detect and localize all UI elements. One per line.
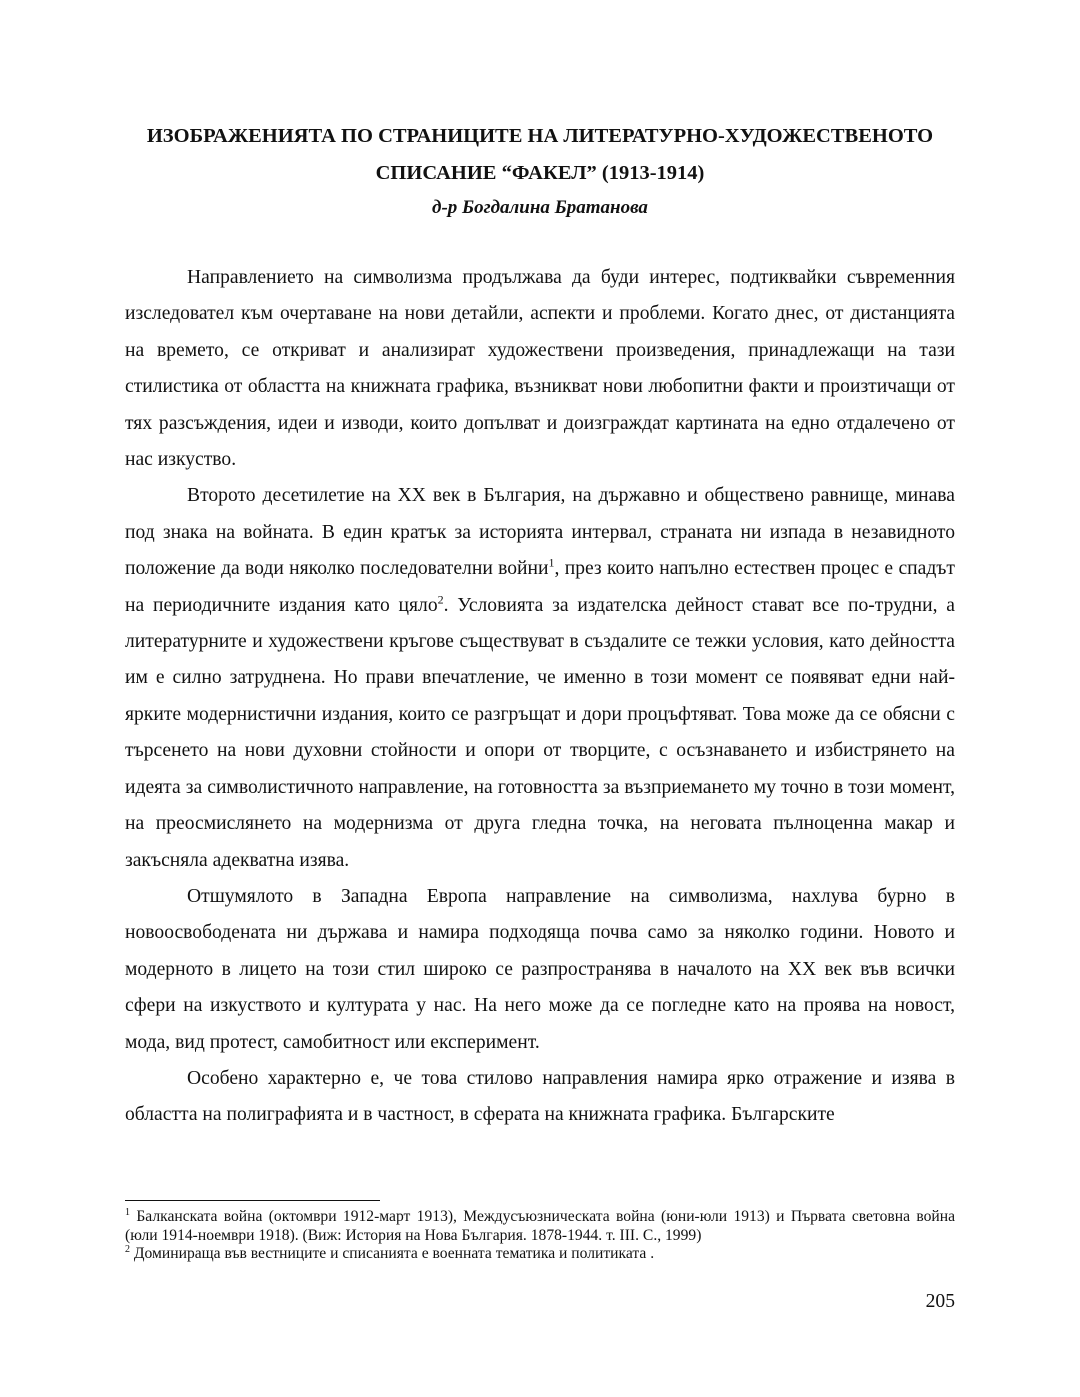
footnote-text-1: Балканската война (октомври 1912-март 1913), Междусъюзническата война (юни-юли 1913) и Първата световна война (юли 1914-ноември 1918). (Виж: История на Нова България. 1878-1944. т. III. С., 1999) [125, 1208, 955, 1244]
footnote-1 [125, 1208, 955, 1245]
footnote-divider [125, 1200, 380, 1201]
footnote-text-2: Доминираща във вестниците и списанията е военната тематика и политиката . [130, 1245, 655, 1262]
paragraph-3: Отшумялото в Западна Европа направление на символизма, нахлува бурно в новоосвободената ни държава и намира подходяща почва само за няколко години. Новото и модерното в лицето на този стил широко се разпространява в началото на ХХ век във всички сфери на изкуството и културата у нас. На него може да се погледне като на проява на новост, мода, вид протест, самобитност или експеримент. [125, 885, 955, 1053]
footnote-ref-1[interactable]: 1 [548, 555, 555, 570]
page-content [125, 118, 955, 1134]
paragraph-4: Особено характерно е, че това стилово направления намира ярко отражение и изява в областта на полиграфията и в частност, в сферата на книжната графика. Българските [125, 1067, 955, 1126]
paragraph-2-text-c: . Условията за издателска дейност стават все по-трудни, а литературните и художествени кръгове съществуват в създалите се тежки условия, като дейността им е силно затруднена. Но прави впечатление, че именно в този момент се появяват едни най-ярките модернистични издания, които се разгръщат и дори процъфтяват. Това може да се обясни с търсенето на нови духовни стойности и опори от творците, с осъзнаването и избистрянето на идеята за символистичното направление, на готовността за възприемането му точно в този момент, на преосмислянето на модернизма от друга гледна точка, на неговата пълноценна макар и закъсняла адекватна изява. [125, 594, 955, 871]
footnote-2 [125, 1245, 955, 1264]
footnotes [125, 1208, 955, 1264]
footnote-marker-1: 1 [125, 1206, 130, 1218]
paragraph-2-text-b: , през които напълно естествен процес е спадът на периодичните издания като цяло [125, 558, 955, 616]
footnote-ref-2[interactable]: 2 [437, 592, 444, 607]
article-body [125, 260, 955, 1134]
article-author: д-р Богдалина Братанова [432, 197, 648, 218]
paragraph-2 [125, 478, 955, 878]
footnote-marker-2: 2 [125, 1243, 130, 1255]
page-number: 205 [925, 1291, 955, 1312]
paragraph-1: Направлението на символизма продължава да буди интерес, подтиквайки съвременния изследовател към очертаване на нови детайли, аспекти и проблеми. Когато днес, от дистанцията на времето, се откриват и анализират художествени произведения, принадлежащи на тази стилистика от областта на книжната графика, възникват нови любопитни факти и произтичащи от тях разсъждения, идеи и изводи, които допълват и доизграждат картината на едно отдалечено от нас изкуство. [125, 267, 955, 471]
article-title: ИЗОБРАЖЕНИЯТА ПО СТРАНИЦИТЕ НА ЛИТЕРАТУРНО-ХУДОЖЕСТВЕНОТО СПИСАНИЕ “ФАКЕЛ” (1913-1914) [146, 125, 934, 184]
paragraph-2-text-a: Второто десетилетие на ХХ век в България, на държавно и обществено равнище, минава под знака на войната. В един кратък за историята интервал, страната ни изпада в незавидното положение да води няколко последователни войни [125, 485, 955, 580]
